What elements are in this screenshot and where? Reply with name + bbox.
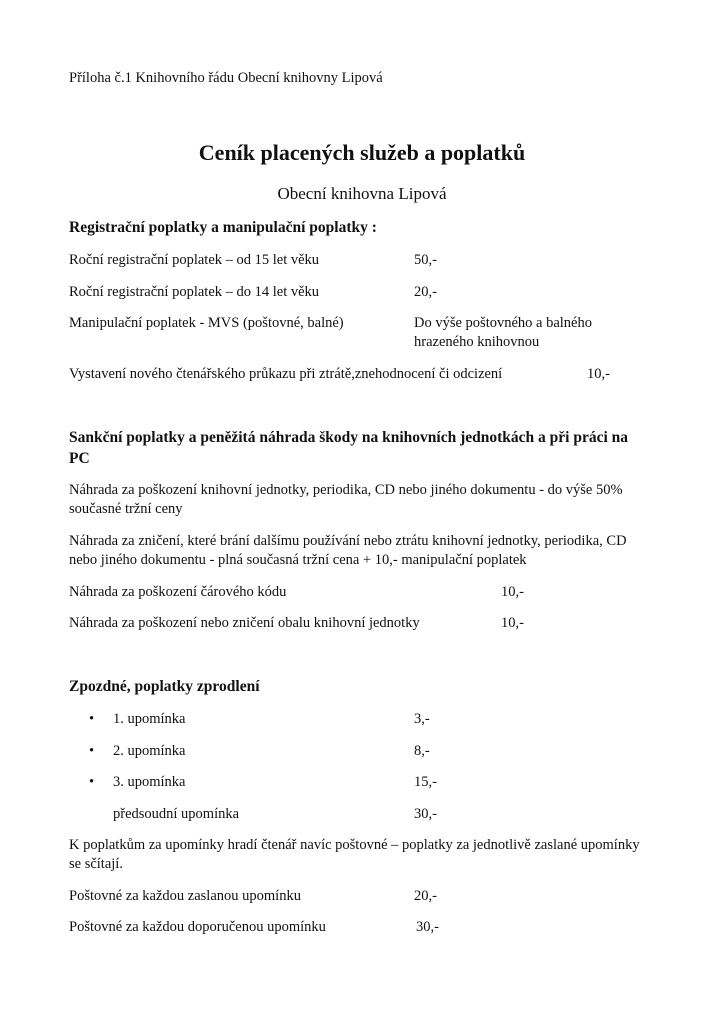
section-heading-sanctions-cont: PC bbox=[69, 450, 90, 467]
page-title: Ceník placených služeb a poplatků bbox=[198, 140, 526, 165]
fee-label: Poštovné za každou doporučenou upomínku bbox=[69, 919, 326, 935]
fee-label: Roční registrační poplatek – do 14 let věku bbox=[69, 284, 320, 300]
fee-label: 2. upomínka bbox=[113, 743, 186, 759]
fee-label: Poštovné za každou zaslanou upomínku bbox=[69, 888, 301, 904]
bullet-icon: • bbox=[89, 774, 95, 790]
fee-label: Roční registrační poplatek – od 15 let věku bbox=[69, 252, 320, 268]
section-heading-late-fees: Zpozdné, poplatky zprodlení bbox=[69, 678, 260, 695]
fee-value: 20,- bbox=[414, 888, 437, 904]
page-subtitle: Obecní knihovna Lipová bbox=[277, 184, 447, 203]
fee-label: Náhrada za poškození nebo zničení obalu knihovní jednotky bbox=[69, 615, 420, 631]
section-heading-sanctions: Sankční poplatky a peněžitá náhrada škody na knihovních jednotkách a při práci na bbox=[69, 429, 628, 446]
note-cont: se sčítají. bbox=[69, 856, 123, 872]
fee-value-cont: hrazeného knihovnou bbox=[414, 334, 540, 350]
fee-label: předsoudní upomínka bbox=[113, 806, 240, 822]
fee-value: 10,- bbox=[501, 584, 524, 600]
section-heading-registration: Registrační poplatky a manipulační poplatky : bbox=[69, 219, 377, 236]
fee-value: Do výše poštovného a balného bbox=[414, 315, 592, 331]
bullet-icon: • bbox=[89, 743, 95, 759]
fee-label: 3. upomínka bbox=[113, 774, 186, 790]
fee-value: 8,- bbox=[414, 743, 430, 759]
fee-value: 10,- bbox=[501, 615, 524, 631]
paragraph-cont: nebo jiného dokumentu - plná současná tržní cena + 10,- manipulační poplatek bbox=[69, 552, 527, 568]
fee-value: 20,- bbox=[414, 284, 437, 300]
fee-value: 3,- bbox=[414, 711, 430, 727]
fee-label: Vystavení nového čtenářského průkazu při ztrátě,znehodnocení či odcizení bbox=[69, 366, 503, 382]
paragraph: Náhrada za poškození knihovní jednotky, periodika, CD nebo jiného dokumentu - do výše 50% bbox=[69, 482, 623, 498]
fee-label: Náhrada za poškození čárového kódu bbox=[69, 584, 287, 600]
fee-label: Manipulační poplatek - MVS (poštovné, balné) bbox=[69, 315, 344, 331]
fee-value: 30,- bbox=[416, 919, 439, 935]
paragraph-cont: současné tržní ceny bbox=[69, 501, 183, 517]
fee-value: 10,- bbox=[587, 366, 610, 382]
fee-value: 30,- bbox=[414, 806, 437, 822]
note: K poplatkům za upomínky hradí čtenář navíc poštovné – poplatky za jednotlivě zaslané upomínky bbox=[69, 837, 640, 853]
paragraph: Náhrada za zničení, které brání dalšímu používání nebo ztrátu knihovní jednotky, periodika, CD bbox=[69, 533, 627, 549]
fee-label: 1. upomínka bbox=[113, 711, 186, 727]
bullet-icon: • bbox=[89, 711, 95, 727]
fee-value: 50,- bbox=[414, 252, 437, 268]
annex-header: Příloha č.1 Knihovního řádu Obecní knihovny Lipová bbox=[69, 70, 383, 86]
fee-value: 15,- bbox=[414, 774, 437, 790]
